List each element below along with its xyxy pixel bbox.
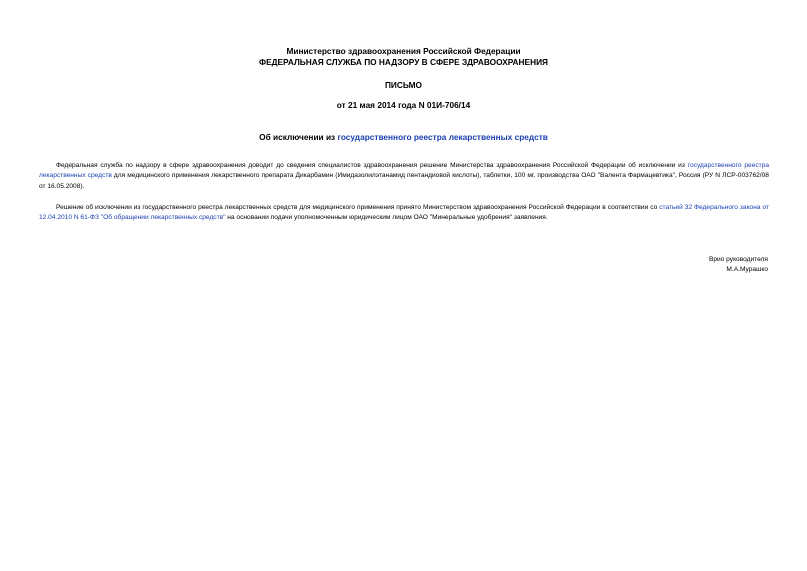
signature-name: М.А.Мурашко [726,266,768,273]
subject-registry-link[interactable]: государственного реестра лекарственных средств [337,132,548,142]
ministry-title: Министерство здравоохранения Российской Федерации [286,46,521,56]
paragraph-1-text-end: для медицинского применения лекарственного препарата Дикарбамин (Имидазолилэтанамид пентандиовой кислоты), таблетки, 100 мг, производства ОАО "Валента Фармацевтика", Россия (РУ N ЛСР-003762/08 от 16.05.2008). [39,172,769,190]
paragraph-2-text-end: на основании подачи уполномоченным юридическим лицом ОАО "Минеральные удобрения" заявления. [225,214,548,222]
paragraph-1-registry-link[interactable]: государственного реестра лекарственных средств [39,162,769,180]
paragraph-1-text-start: Федеральная служба по надзору в сфере здравоохранения доводит до сведения специалистов здравоохранения решение Министерства здравоохранения Российской Федерации об исключении из [56,162,688,169]
paragraph-2-law-article-link[interactable]: статьей 32 Федерального закона от 12.04.2010 N 61-ФЗ [39,204,769,222]
subject-prefix: Об исключении из [259,132,338,142]
paragraph-2-law-title-link[interactable]: "Об обращении лекарственных средств" [100,214,226,222]
paragraph-1 [39,161,769,192]
paragraph-2-text-start: Решение об исключении из государственного реестра лекарственных средств для медицинского применения принято Министерством здравоохранения Российской Федерации в соответствии со [56,204,660,211]
signature-position: Врио руководителя [708,256,768,263]
document-date-number: от 21 мая 2014 года N 01И-706/14 [336,100,471,110]
document-type: ПИСЬМО [384,80,423,90]
service-title: ФЕДЕРАЛЬНАЯ СЛУЖБА ПО НАДЗОРУ В СФЕРЕ ЗДРАВООХРАНЕНИЯ [259,57,548,67]
document-subject [0,132,807,142]
paragraph-2 [39,203,769,224]
